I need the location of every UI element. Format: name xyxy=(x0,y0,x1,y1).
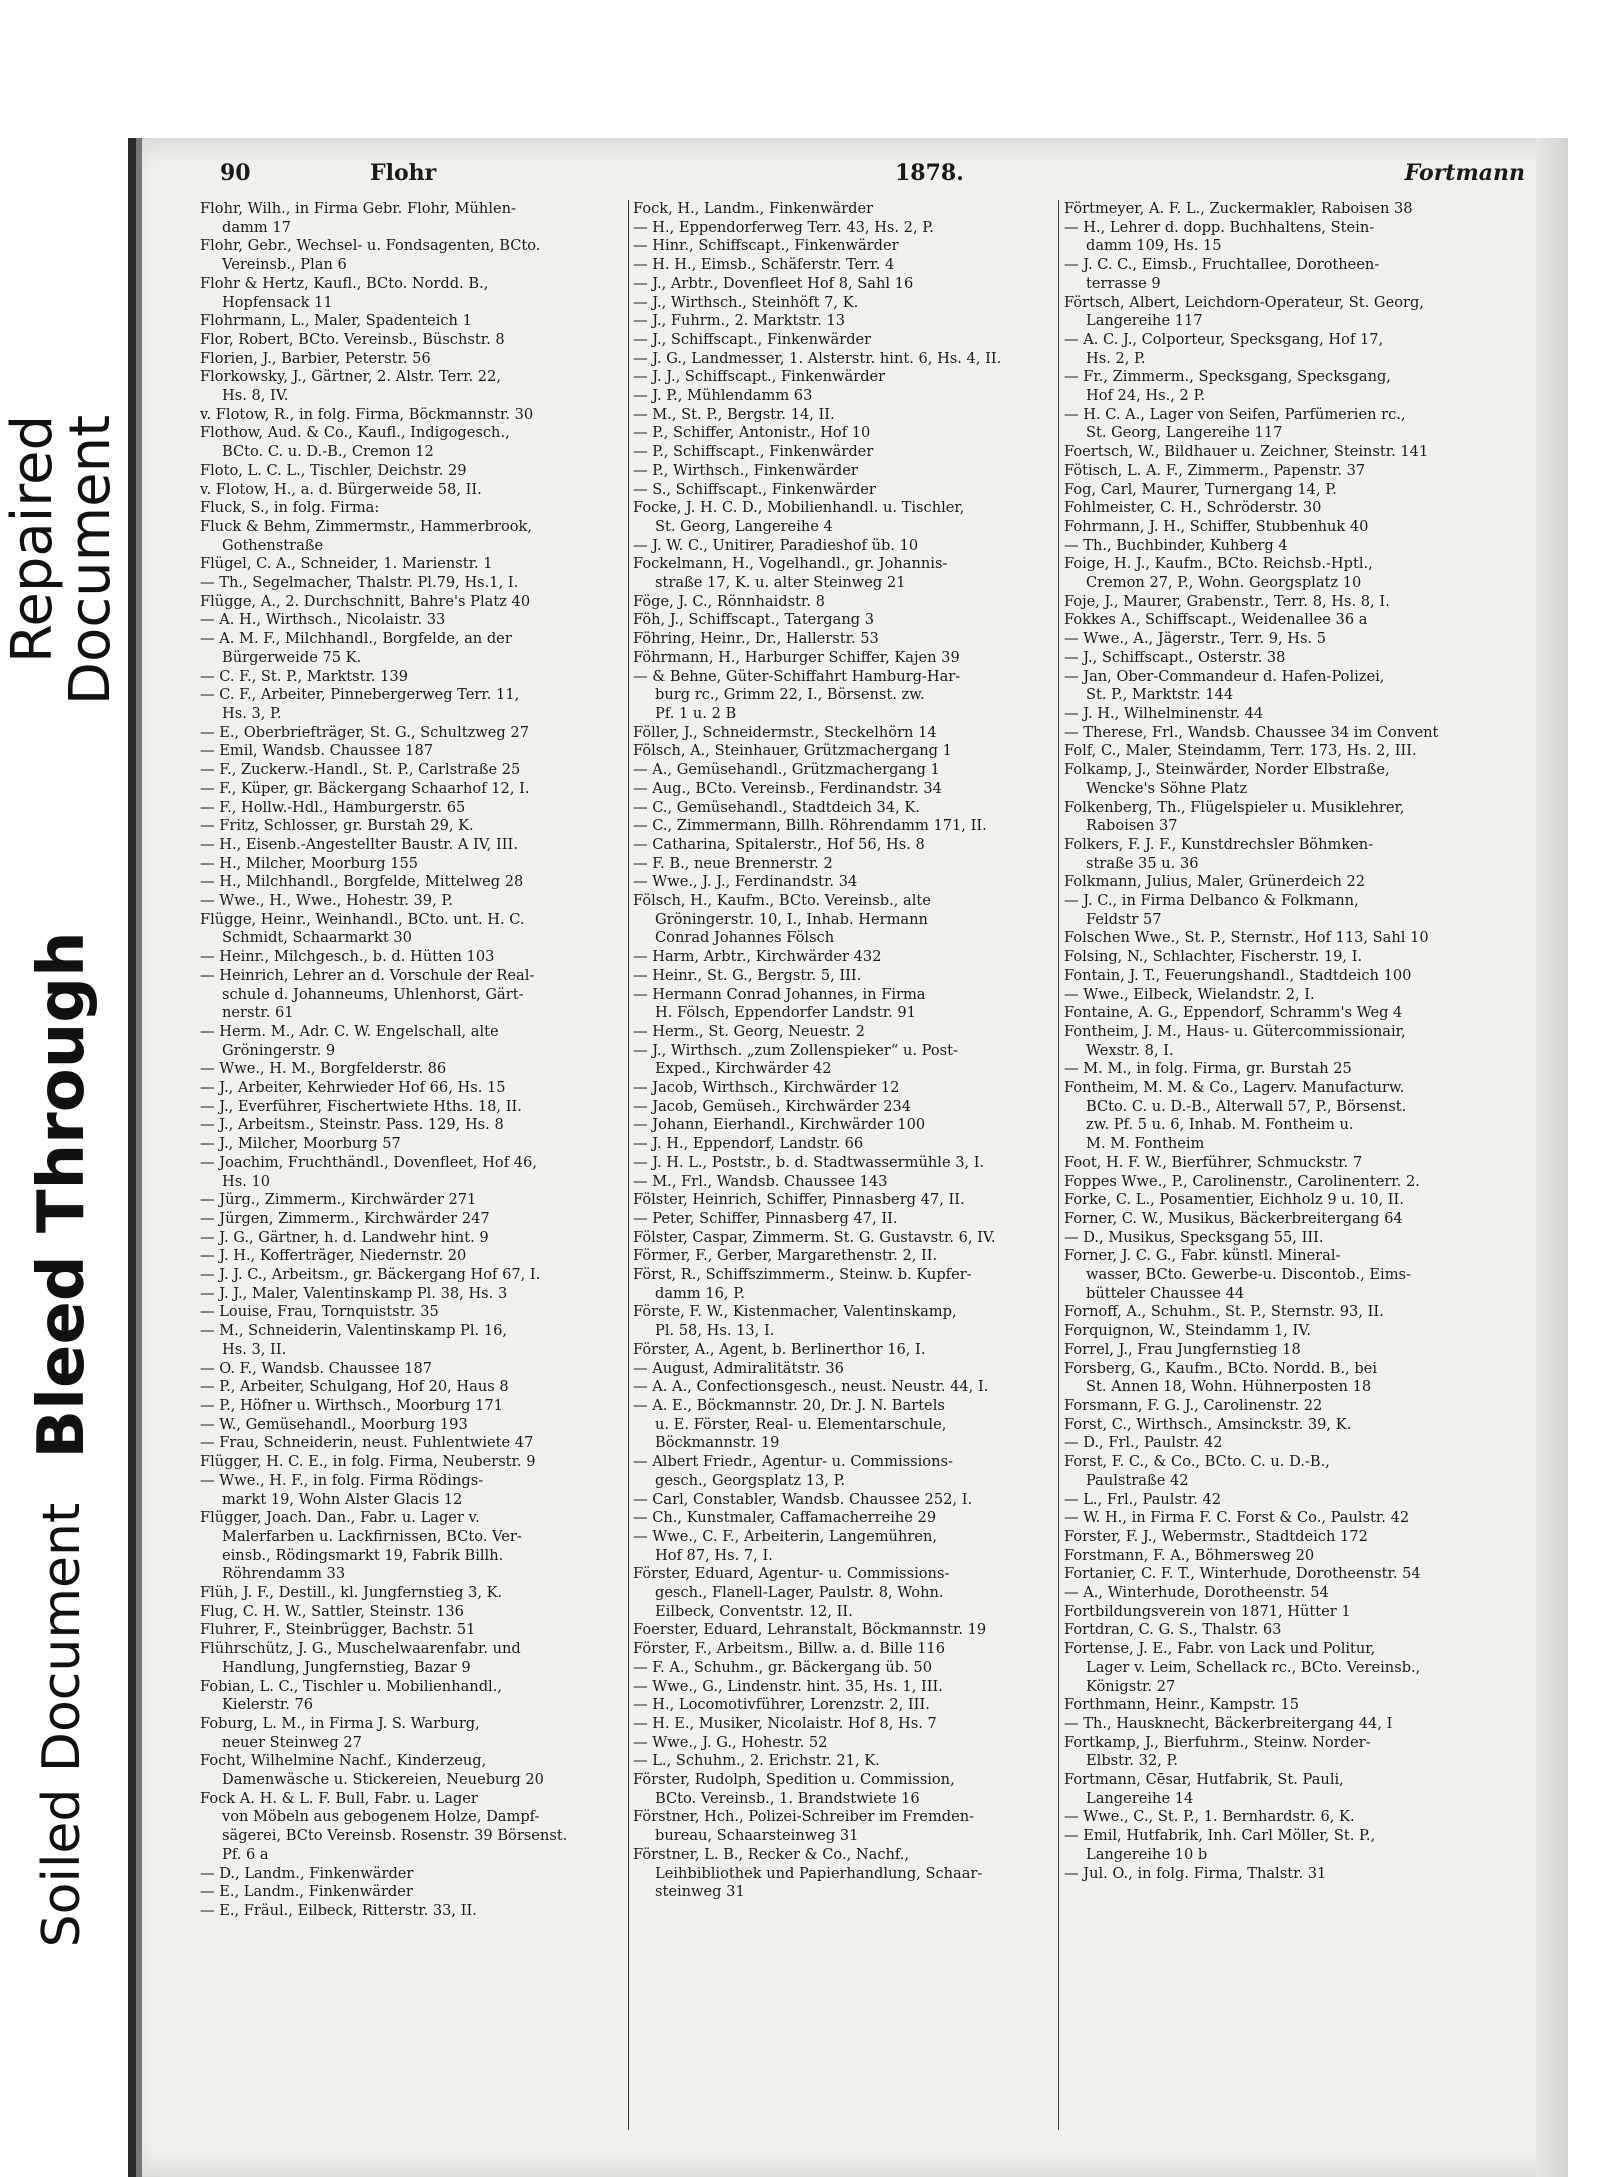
directory-entry-line: — J. G., Gärtner, h. d. Landwehr hint. 9 xyxy=(200,1228,489,1246)
directory-entry-line: — Wwe., J. J., Ferdinandstr. 34 xyxy=(633,873,858,891)
directory-entry-line: — Wwe., H., Wwe., Hohestr. 39, P. xyxy=(200,892,453,910)
directory-entry-line: — J. H. L., Poststr., b. d. Stadtwassermühle 3, I. xyxy=(633,1153,985,1171)
directory-entry-line: — H., Milcher, Moorburg 155 xyxy=(200,854,419,872)
directory-entry-line: — J. C., in Firma Delbanco & Folkmann, xyxy=(1064,892,1359,910)
directory-entry-line: zw. Pf. 5 u. 6, Inhab. M. Fontheim u. xyxy=(1086,1116,1354,1134)
directory-entry-line: — P., Wirthsch., Finkenwärder xyxy=(633,461,858,479)
directory-entry-line: — C. F., St. P., Marktstr. 139 xyxy=(200,667,409,685)
directory-entry-line: Bürgerweide 75 K. xyxy=(222,648,362,666)
directory-entry-line: Förtsch, Albert, Leichdorn-Operateur, St. Georg, xyxy=(1064,293,1424,311)
directory-entry-line: BCto. C. u. D.-B., Cremon 12 xyxy=(222,443,434,461)
directory-entry-line: damm 109, Hs. 15 xyxy=(1086,237,1222,255)
directory-entry-line: — M., Schneiderin, Valentinskamp Pl. 16, xyxy=(200,1322,508,1340)
directory-entry-line: — Frau, Schneiderin, neust. Fuhlentwiete 47 xyxy=(200,1434,534,1452)
directory-entry-line: — Carl, Constabler, Wandsb. Chaussee 252, I. xyxy=(633,1490,973,1508)
scanned-page xyxy=(128,138,1568,2177)
directory-entry-line: — E., Landm., Finkenwärder xyxy=(200,1883,413,1901)
directory-entry-line: — Hermann Conrad Johannes, in Firma xyxy=(633,985,926,1003)
directory-entry-line: Röhrendamm 33 xyxy=(222,1565,346,1583)
directory-entry-line: Föh, J., Schiffscapt., Tatergang 3 xyxy=(633,611,875,629)
directory-entry-line: Förster, F., Arbeitsm., Billw. a. d. Bille 116 xyxy=(633,1640,945,1658)
directory-entry-line: — H., Eppendorferweg Terr. 43, Hs. 2, P. xyxy=(633,218,934,236)
directory-entry-line: — Hinr., Schiffscapt., Finkenwärder xyxy=(633,237,899,255)
directory-entry-line: Fohrmann, J. H., Schiffer, Stubbenhuk 40 xyxy=(1064,517,1369,535)
directory-entry-line: Floto, L. C. L., Tischler, Deichstr. 29 xyxy=(200,461,467,479)
directory-entry-line: — Fritz, Schlosser, gr. Burstah 29, K. xyxy=(200,817,474,835)
directory-entry-line: v. Flotow, R., in folg. Firma, Böckmannstr. 30 xyxy=(200,405,534,423)
directory-entry-line: — A. A., Confectionsgesch., neust. Neustr. 44, I. xyxy=(633,1378,989,1396)
directory-entry-line: BCto. C. u. D.-B., Alterwall 57, P., Börsenst. xyxy=(1086,1097,1407,1115)
directory-entry-line: Pl. 58, Hs. 13, I. xyxy=(655,1322,775,1340)
directory-entry-line: — Jacob, Wirthsch., Kirchwärder 12 xyxy=(633,1079,900,1097)
directory-entry-line: St. P., Marktstr. 144 xyxy=(1086,686,1234,704)
directory-entry-line: — W., Gemüsehandl., Moorburg 193 xyxy=(200,1415,468,1433)
directory-entry-line: Fock A. H. & L. F. Bull, Fabr. u. Lager xyxy=(200,1789,478,1807)
directory-entry-line: Paulstraße 42 xyxy=(1086,1471,1189,1489)
directory-entry-line: Förtmeyer, A. F. L., Zuckermakler, Raboisen 38 xyxy=(1064,200,1413,217)
directory-entry-line: Gröningerstr. 9 xyxy=(222,1041,336,1059)
directory-entry-line: M. M. Fontheim xyxy=(1086,1135,1205,1153)
directory-entry-line: Förste, F. W., Kistenmacher, Valentinskamp, xyxy=(633,1303,957,1321)
directory-entry-line: neuer Steinweg 27 xyxy=(222,1733,362,1751)
directory-entry-line: Schmidt, Schaarmarkt 30 xyxy=(222,929,412,947)
directory-entry-line: — Wwe., J. G., Hohestr. 52 xyxy=(633,1733,828,1751)
directory-entry-line: — Johann, Eierhandl., Kirchwärder 100 xyxy=(633,1116,926,1134)
directory-entry-line: — M. M., in folg. Firma, gr. Burstah 25 xyxy=(1064,1060,1352,1078)
directory-entry-line: — J. H., Kofferträger, Niedernstr. 20 xyxy=(200,1247,467,1265)
directory-entry-line: — L., Frl., Paulstr. 42 xyxy=(1064,1490,1222,1508)
directory-entry-line: Fortmann, Cēsar, Hutfabrik, St. Pauli, xyxy=(1064,1771,1344,1789)
directory-entry-line: — P., Schiffer, Antonistr., Hof 10 xyxy=(633,424,871,442)
directory-entry-line: — August, Admiralitätstr. 36 xyxy=(633,1359,844,1377)
directory-entry-line: — M., St. P., Bergstr. 14, II. xyxy=(633,405,835,423)
directory-entry-line: schule d. Johanneums, Uhlenhorst, Gärt- xyxy=(222,985,524,1003)
page-number: 90 xyxy=(220,160,251,186)
directory-entry-line: Fontheim, J. M., Haus- u. Gütercommissionair, xyxy=(1064,1022,1406,1040)
directory-entry-line: Förster, A., Agent, b. Berlinerthor 16, I. xyxy=(633,1340,926,1358)
directory-entry-line: Folf, C., Maler, Steindamm, Terr. 173, Hs. 2, III. xyxy=(1064,742,1417,760)
directory-entry-line: Fokkes A., Schiffscapt., Weidenallee 36 a xyxy=(1064,611,1368,629)
directory-entry-line: Foerster, Eduard, Lehranstalt, Böckmannstr. 19 xyxy=(633,1621,987,1639)
directory-entry-line: Fock, H., Landm., Finkenwärder xyxy=(633,200,874,217)
directory-entry-line: Fortense, J. E., Fabr. von Lack und Politur, xyxy=(1064,1640,1376,1658)
directory-entry-line: Flügge, A., 2. Durchschnitt, Bahre's Platz 40 xyxy=(200,592,531,610)
directory-entry-line: Kielerstr. 76 xyxy=(222,1696,314,1714)
directory-entry-line: — Jürgen, Zimmerm., Kirchwärder 247 xyxy=(200,1209,490,1227)
directory-entry-line: — Wwe., A., Jägerstr., Terr. 9, Hs. 5 xyxy=(1064,630,1327,648)
directory-entry-line: — H., Milchhandl., Borgfelde, Mittelweg 28 xyxy=(200,873,524,891)
directory-entry-line: Fötisch, L. A. F., Zimmerm., Papenstr. 37 xyxy=(1064,461,1366,479)
directory-entry-line: — D., Landm., Finkenwärder xyxy=(200,1864,414,1882)
directory-entry-line: Flohr, Gebr., Wechsel- u. Fondsagenten, BCto. xyxy=(200,237,541,255)
directory-entry-line: — Albert Friedr., Agentur- u. Commissions- xyxy=(633,1453,953,1471)
label-repaired-document: Repaired Document xyxy=(0,414,123,706)
directory-entry-line: — Therese, Frl., Wandsb. Chaussee 34 im Convent xyxy=(1064,723,1439,741)
directory-entry-line: Fortanier, C. F. T., Winterhude, Dorotheenstr. 54 xyxy=(1064,1565,1421,1583)
directory-entry-line: — H., Eisenb.-Angestellter Baustr. A IV, III. xyxy=(200,835,518,853)
directory-entry-line: Fluck, S., in folg. Firma: xyxy=(200,499,380,517)
directory-entry-line: — J. C. C., Eimsb., Fruchtallee, Dorotheen- xyxy=(1064,256,1380,274)
page-edge xyxy=(1536,138,1568,2177)
directory-entry-line: bureau, Schaarsteinweg 31 xyxy=(655,1827,859,1845)
directory-entry-line: — J. H., Wilhelminenstr. 44 xyxy=(1064,704,1264,722)
directory-entry-line: H. Fölsch, Eppendorfer Landstr. 91 xyxy=(655,1004,916,1022)
directory-entry-line: Böckmannstr. 19 xyxy=(655,1434,780,1452)
directory-entry-line: Först, R., Schiffszimmerm., Steinw. b. Kupfer- xyxy=(633,1266,972,1284)
directory-entry-line: Hs. 10 xyxy=(222,1172,271,1190)
annotation-margin xyxy=(0,0,125,2177)
directory-entry-line: Fornoff, A., Schuhm., St. P., Sternstr. 93, II. xyxy=(1064,1303,1384,1321)
directory-entry-line: — Th., Hausknecht, Bäckerbreitergang 44, I xyxy=(1064,1714,1393,1732)
directory-entry-line: Forner, C. W., Musikus, Bäckerbreitergang 64 xyxy=(1064,1209,1403,1227)
directory-entry-line: — Wwe., H. F., in folg. Firma Rödings- xyxy=(200,1471,484,1489)
directory-entry-line: Exped., Kirchwärder 42 xyxy=(655,1060,832,1078)
directory-entry-line: Forthmann, Heinr., Kampstr. 15 xyxy=(1064,1696,1300,1714)
directory-entry-line: St. Annen 18, Wohn. Hühnerposten 18 xyxy=(1086,1378,1372,1396)
directory-entry-line: — Herm., St. Georg, Neuestr. 2 xyxy=(633,1022,865,1040)
directory-entry-line: Flügger, H. C. E., in folg. Firma, Neuberstr. 9 xyxy=(200,1453,536,1471)
directory-entry-line: — Herm. M., Adr. C. W. Engelschall, alte xyxy=(200,1022,499,1040)
directory-entry-line: Fontaine, A. G., Eppendorf, Schramm's Weg 4 xyxy=(1064,1004,1403,1022)
directory-entry-line: Foburg, L. M., in Firma J. S. Warburg, xyxy=(200,1714,480,1732)
directory-entry-line: Forst, C., Wirthsch., Amsinckstr. 39, K. xyxy=(1064,1415,1352,1433)
directory-entry-line: — P., Arbeiter, Schulgang, Hof 20, Haus 8 xyxy=(200,1378,509,1396)
directory-entry-line: — F. A., Schuhm., gr. Bäckergang üb. 50 xyxy=(633,1658,932,1676)
directory-entry-line: Forrel, J., Frau Jungfernstieg 18 xyxy=(1064,1340,1301,1358)
directory-entry-line: Flohrmann, L., Maler, Spadenteich 1 xyxy=(200,312,472,330)
directory-entry-line: Fohlmeister, C. H., Schröderstr. 30 xyxy=(1064,499,1322,517)
directory-entry-line: Fontheim, M. M. & Co., Lagerv. Manufacturw. xyxy=(1064,1079,1405,1097)
directory-entry-line: — C., Zimmermann, Billh. Röhrendamm 171, II. xyxy=(633,817,987,835)
directory-entry-line: von Möbeln aus gebogenem Holze, Dampf- xyxy=(222,1808,540,1826)
directory-entry-line: Förstner, L. B., Recker & Co., Nachf., xyxy=(633,1845,910,1863)
directory-entry-line: — Peter, Schiffer, Pinnasberg 47, II. xyxy=(633,1209,898,1227)
directory-entry-line: — Aug., BCto. Vereinsb., Ferdinandstr. 34 xyxy=(633,779,942,797)
directory-entry-line: bütteler Chaussee 44 xyxy=(1086,1284,1245,1302)
directory-entry-line: — A. H., Wirthsch., Nicolaistr. 33 xyxy=(200,611,446,629)
directory-entry-line: Hs. 2, P. xyxy=(1086,349,1146,367)
directory-entry-line: einsb., Rödingsmarkt 19, Fabrik Billh. xyxy=(222,1546,504,1564)
directory-entry-line: — Wwe., Eilbeck, Wielandstr. 2, I. xyxy=(1064,985,1315,1003)
directory-entry-line: Damenwäsche u. Stickereien, Neueburg 20 xyxy=(222,1771,544,1789)
directory-entry-line: Hs. 3, P. xyxy=(222,704,282,722)
directory-entry-line: — Fr., Zimmerm., Specksgang, Specksgang, xyxy=(1064,368,1391,386)
directory-entry-line: Förstner, Hch., Polizei-Schreiber im Fremden- xyxy=(633,1808,975,1826)
directory-entry-line: Elbstr. 32, P. xyxy=(1086,1752,1179,1770)
directory-entry-line: Fortkamp, J., Bierfuhrm., Steinw. Norder- xyxy=(1064,1733,1371,1751)
directory-entry-line: Focke, J. H. C. D., Mobilienhandl. u. Tischler, xyxy=(633,499,965,517)
directory-entry-line: Fortbildungsverein von 1871, Hütter 1 xyxy=(1064,1602,1351,1620)
directory-entry-line: Foje, J., Maurer, Grabenstr., Terr. 8, Hs. 8, I. xyxy=(1064,592,1390,610)
directory-entry-line: Fog, Carl, Maurer, Turnergang 14, P. xyxy=(1064,480,1337,498)
directory-entry-line: Flug, C. H. W., Sattler, Steinstr. 136 xyxy=(200,1602,464,1620)
directory-entry-line: — F., Hollw.-Hdl., Hamburgerstr. 65 xyxy=(200,798,466,816)
directory-entry-line: — H. C. A., Lager von Seifen, Parfümerien rc., xyxy=(1064,405,1406,423)
directory-entry-line: Fölsch, H., Kaufm., BCto. Vereinsb., alte xyxy=(633,892,931,910)
directory-entry-line: Föhring, Heinr., Dr., Hallerstr. 53 xyxy=(633,630,879,648)
directory-entry-line: Fortdran, C. G. S., Thalstr. 63 xyxy=(1064,1621,1282,1639)
directory-entry-line: Föhrmann, H., Harburger Schiffer, Kajen 39 xyxy=(633,648,960,666)
directory-entry-line: Foppes Wwe., P., Carolinenstr., Carolinenterr. 2. xyxy=(1064,1172,1420,1190)
directory-entry-line: — A., Gemüsehandl., Grützmachergang 1 xyxy=(633,761,940,779)
directory-entry-line: Hs. 3, II. xyxy=(222,1340,287,1358)
directory-entry-line: — Catharina, Spitalerstr., Hof 56, Hs. 8 xyxy=(633,835,925,853)
directory-entry-line: Focht, Wilhelmine Nachf., Kinderzeug, xyxy=(200,1752,487,1770)
directory-entry-line: — F., Küper, gr. Bäckergang Schaarhof 12, I. xyxy=(200,779,530,797)
directory-entry-line: — E., Oberbriefträger, St. G., Schultzweg 27 xyxy=(200,723,529,741)
directory-entry-line: Föge, J. C., Rönnhaidstr. 8 xyxy=(633,592,825,610)
directory-entry-line: Cremon 27, P., Wohn. Georgsplatz 10 xyxy=(1086,574,1362,592)
directory-entry-line: — Wwe., C., St. P., 1. Bernhardstr. 6, K. xyxy=(1064,1808,1355,1826)
directory-entry-line: Flor, Robert, BCto. Vereinsb., Büschstr. 8 xyxy=(200,330,505,348)
directory-entry-line: — Jacob, Gemüseh., Kirchwärder 234 xyxy=(633,1097,912,1115)
directory-entry-line: damm 16, P. xyxy=(655,1284,745,1302)
directory-entry-line: — J., Schiffscapt., Osterstr. 38 xyxy=(1064,648,1286,666)
directory-entry-line: Pf. 6 a xyxy=(222,1845,269,1863)
directory-entry-line: — L., Schuhm., 2. Erichstr. 21, K. xyxy=(633,1752,880,1770)
directory-entry-line: — J. P., Mühlendamm 63 xyxy=(633,387,813,405)
directory-entry-line: Folkenberg, Th., Flügelspieler u. Musiklehrer, xyxy=(1064,798,1405,816)
directory-entry-line: — Jürg., Zimmerm., Kirchwärder 271 xyxy=(200,1191,477,1209)
directory-entry-line: Förmer, F., Gerber, Margarethenstr. 2, II. xyxy=(633,1247,938,1265)
directory-entry-line: Conrad Johannes Fölsch xyxy=(655,929,835,947)
label-bleed-through: Bleed Through xyxy=(25,931,99,1459)
year-heading: 1878. xyxy=(895,160,964,186)
directory-entry-line: v. Flotow, H., a. d. Bürgerweide 58, II. xyxy=(200,480,482,498)
directory-entry-line: — H. H., Eimsb., Schäferstr. Terr. 4 xyxy=(633,256,895,274)
directory-entry-line: — Th., Buchbinder, Kuhberg 4 xyxy=(1064,536,1288,554)
directory-entry-line: Forsberg, G., Kaufm., BCto. Nordd. B., bei xyxy=(1064,1359,1377,1377)
directory-entry-line: gesch., Flanell-Lager, Paulstr. 8, Wohn. xyxy=(655,1584,944,1602)
directory-entry-line: — Joachim, Fruchthändl., Dovenfleet, Hof 46, xyxy=(200,1153,537,1171)
directory-column-1 xyxy=(200,200,630,1921)
directory-entry-line: — W. H., in Firma F. C. Forst & Co., Paulstr. 42 xyxy=(1064,1509,1410,1527)
directory-column-3 xyxy=(1064,200,1504,1883)
directory-entry-line: straße 35 u. 36 xyxy=(1086,854,1199,872)
directory-entry-line: Forst, F. C., & Co., BCto. C. u. D.-B., xyxy=(1064,1453,1330,1471)
directory-entry-line: Flothow, Aud. & Co., Kaufl., Indigogesch., xyxy=(200,424,510,442)
directory-entry-line: — J. J. C., Arbeitsm., gr. Bäckergang Hof 67, I. xyxy=(200,1266,541,1284)
directory-entry-line: — Wwe., G., Lindenstr. hint. 35, Hs. 1, III. xyxy=(633,1677,943,1695)
directory-entry-line: — A. M. F., Milchhandl., Borgfelde, an der xyxy=(200,630,512,648)
directory-entry-line: Königstr. 27 xyxy=(1086,1677,1176,1695)
directory-entry-line: — A. C. J., Colporteur, Specksgang, Hof 17, xyxy=(1064,330,1384,348)
directory-column-2 xyxy=(633,200,1063,1902)
directory-entry-line: gesch., Georgsplatz 13, P. xyxy=(655,1471,846,1489)
directory-entry-line: Lager v. Leim, Schellack rc., BCto. Vereinsb., xyxy=(1086,1658,1421,1676)
directory-entry-line: straße 17, K. u. alter Steinweg 21 xyxy=(655,574,906,592)
directory-entry-line: Hof 87, Hs. 7, I. xyxy=(655,1546,773,1564)
directory-entry-line: Foertsch, W., Bildhauer u. Zeichner, Steinstr. 141 xyxy=(1064,443,1429,461)
directory-entry-line: Pf. 1 u. 2 B xyxy=(655,704,737,722)
directory-entry-line: Leihbibliothek und Papierhandlung, Schaar- xyxy=(655,1864,983,1882)
directory-entry-line: — S., Schiffscapt., Finkenwärder xyxy=(633,480,876,498)
directory-entry-line: Folkmann, Julius, Maler, Grünerdeich 22 xyxy=(1064,873,1366,891)
directory-entry-line: Flührschütz, J. G., Muschelwaarenfabr. und xyxy=(200,1640,521,1658)
directory-entry-line: St. Georg, Langereihe 4 xyxy=(655,517,833,535)
directory-entry-line: Handlung, Jungfernstieg, Bazar 9 xyxy=(222,1658,471,1676)
directory-entry-line: — J. J., Schiffscapt., Finkenwärder xyxy=(633,368,886,386)
left-guide-word: Flohr xyxy=(370,160,437,186)
directory-entry-line: — Emil, Hutfabrik, Inh. Carl Möller, St. P., xyxy=(1064,1827,1376,1845)
directory-entry-line: BCto. Vereinsb., 1. Brandstwiete 16 xyxy=(655,1789,920,1807)
directory-entry-line: damm 17 xyxy=(222,218,291,236)
directory-entry-line: Raboisen 37 xyxy=(1086,817,1178,835)
directory-entry-line: — J. H., Eppendorf, Landstr. 66 xyxy=(633,1135,864,1153)
directory-entry-line: Forster, F. J., Webermstr., Stadtdeich 172 xyxy=(1064,1527,1368,1545)
directory-entry-line: — F., Zuckerw.-Handl., St. P., Carlstraße 25 xyxy=(200,761,521,779)
directory-entry-line: Hof 24, Hs., 2 P. xyxy=(1086,387,1205,405)
directory-entry-line: — E., Fräul., Eilbeck, Ritterstr. 33, II. xyxy=(200,1901,477,1919)
directory-entry-line: Folschen Wwe., St. P., Sternstr., Hof 113, Sahl 10 xyxy=(1064,929,1429,947)
page-header xyxy=(220,160,1550,200)
directory-entry-line: Wexstr. 8, I. xyxy=(1086,1041,1174,1059)
directory-entry-line: Folkamp, J., Steinwärder, Norder Elbstraße, xyxy=(1064,761,1390,779)
directory-entry-line: Wencke's Söhne Platz xyxy=(1086,779,1248,797)
directory-entry-line: — J., Schiffscapt., Finkenwärder xyxy=(633,330,872,348)
directory-entry-line: Foige, H. J., Kaufm., BCto. Reichsb.-Hptl., xyxy=(1064,555,1373,573)
directory-entry-line: Foot, H. F. W., Bierführer, Schmuckstr. 7 xyxy=(1064,1153,1363,1171)
directory-entry-line: — J., Everführer, Fischertwiete Hths. 18, II. xyxy=(200,1097,522,1115)
directory-entry-line: — A., Winterhude, Dorotheenstr. 54 xyxy=(1064,1584,1329,1602)
directory-entry-line: — Jan, Ober-Commandeur d. Hafen-Polizei, xyxy=(1064,667,1385,685)
directory-entry-line: Forquignon, W., Steindamm 1, IV. xyxy=(1064,1322,1311,1340)
directory-entry-line: Hs. 8, IV. xyxy=(222,387,289,405)
directory-entry-line: — J., Wirthsch. „zum Zollenspieker“ u. Post- xyxy=(633,1041,958,1059)
directory-entry-line: markt 19, Wohn Alster Glacis 12 xyxy=(222,1490,463,1508)
directory-entry-line: — Harm, Arbtr., Kirchwärder 432 xyxy=(633,948,882,966)
directory-entry-line: — Wwe., C. F., Arbeiterin, Langemühren, xyxy=(633,1527,938,1545)
directory-entry-line: — H., Locomotivführer, Lorenzstr. 2, III. xyxy=(633,1696,930,1714)
directory-entry-line: Langereihe 14 xyxy=(1086,1789,1194,1807)
directory-entry-line: wasser, BCto. Gewerbe-u. Discontob., Eims- xyxy=(1086,1266,1411,1284)
directory-entry-line: Flüh, J. F., Destill., kl. Jungfernstieg 3, K. xyxy=(200,1584,503,1602)
directory-entry-line: Langereihe 117 xyxy=(1086,312,1203,330)
directory-entry-line: — J., Wirthsch., Steinhöft 7, K. xyxy=(633,293,859,311)
directory-entry-line: Folsing, N., Schlachter, Fischerstr. 19, I. xyxy=(1064,948,1363,966)
directory-entry-line: — Th., Segelmacher, Thalstr. Pl.79, Hs.1, I. xyxy=(200,574,519,592)
directory-entry-line: — Heinr., St. G., Bergstr. 5, III. xyxy=(633,966,862,984)
directory-entry-line: — M., Frl., Wandsb. Chaussee 143 xyxy=(633,1172,888,1190)
directory-entry-line: Flügel, C. A., Schneider, 1. Marienstr. 1 xyxy=(200,555,493,573)
directory-entry-line: — O. F., Wandsb. Chaussee 187 xyxy=(200,1359,433,1377)
directory-entry-line: — P., Höfner u. Wirthsch., Moorburg 171 xyxy=(200,1397,503,1414)
directory-entry-line: — Heinrich, Lehrer an d. Vorschule der Real- xyxy=(200,966,535,984)
directory-entry-line: — Emil, Wandsb. Chaussee 187 xyxy=(200,742,434,760)
directory-entry-line: Forke, C. L., Posamentier, Eichholz 9 u. 10, II. xyxy=(1064,1191,1404,1209)
directory-entry-line: Föller, J., Schneidermstr., Steckelhörn 14 xyxy=(633,723,937,741)
directory-entry-line: Florien, J., Barbier, Peterstr. 56 xyxy=(200,349,431,367)
directory-entry-line: — & Behne, Güter-Schiffahrt Hamburg-Har- xyxy=(633,667,961,685)
directory-entry-line: Forsmann, F. G. J., Carolinenstr. 22 xyxy=(1064,1397,1323,1414)
directory-entry-line: — J., Fuhrm., 2. Marktstr. 13 xyxy=(633,312,845,330)
directory-entry-line: Fölster, Heinrich, Schiffer, Pinnasberg 47, II. xyxy=(633,1191,965,1209)
directory-entry-line: — J. G., Landmesser, 1. Alsterstr. hint. 6, Hs. 4, II. xyxy=(633,349,1002,367)
directory-entry-line: Forstmann, F. A., Böhmersweg 20 xyxy=(1064,1546,1315,1564)
directory-entry-line: — Louise, Frau, Tornquiststr. 35 xyxy=(200,1303,439,1321)
directory-entry-line: — Jul. O., in folg. Firma, Thalstr. 31 xyxy=(1064,1864,1327,1882)
directory-entry-line: — D., Frl., Paulstr. 42 xyxy=(1064,1434,1223,1452)
directory-entry-line: — F. B., neue Brennerstr. 2 xyxy=(633,854,833,872)
directory-entry-line: u. E. Förster, Real- u. Elementarschule, xyxy=(655,1415,947,1433)
right-guide-word: Fortmann xyxy=(1404,160,1525,186)
directory-entry-line: — J., Milcher, Moorburg 57 xyxy=(200,1135,401,1153)
directory-entry-line: Fluck & Behm, Zimmermstr., Hammerbrook, xyxy=(200,517,533,535)
directory-entry-line: — A. E., Böckmannstr. 20, Dr. J. N. Bartels xyxy=(633,1397,945,1414)
directory-entry-line: Florkowsky, J., Gärtner, 2. Alstr. Terr. 22, xyxy=(200,368,501,386)
directory-entry-line: — Heinr., Milchgesch., b. d. Hütten 103 xyxy=(200,948,495,966)
directory-entry-line: — H. E., Musiker, Nicolaistr. Hof 8, Hs. 7 xyxy=(633,1714,937,1732)
directory-entry-line: Eilbeck, Conventstr. 12, II. xyxy=(655,1602,853,1620)
directory-entry-line: — C. F., Arbeiter, Pinnebergerweg Terr. 11, xyxy=(200,686,520,704)
directory-entry-line: — D., Musikus, Specksgang 55, III. xyxy=(1064,1228,1324,1246)
label-soiled-document: Soiled Document xyxy=(32,1502,92,1948)
directory-entry-line: — H., Lehrer d. dopp. Buchhaltens, Stein- xyxy=(1064,218,1375,236)
directory-entry-line: Forner, J. C. G., Fabr. künstl. Mineral- xyxy=(1064,1247,1341,1265)
directory-entry-line: burg rc., Grimm 22, I., Börsenst. zw. xyxy=(655,686,925,704)
directory-entry-line: Hopfensack 11 xyxy=(222,293,333,311)
directory-entry-line: Fobian, L. C., Tischler u. Mobilienhandl., xyxy=(200,1677,502,1695)
directory-entry-line: Förster, Rudolph, Spedition u. Commission, xyxy=(633,1771,955,1789)
directory-entry-line: Flohr & Hertz, Kaufl., BCto. Nordd. B., xyxy=(200,274,489,292)
directory-entry-line: Förster, Eduard, Agentur- u. Commissions- xyxy=(633,1565,950,1583)
directory-entry-line: Fölsch, A., Steinhauer, Grützmachergang 1 xyxy=(633,742,952,760)
directory-entry-line: — P., Schiffscapt., Finkenwärder xyxy=(633,443,874,461)
directory-entry-line: Feldstr 57 xyxy=(1086,910,1162,928)
directory-entry-line: sägerei, BCto Vereinsb. Rosenstr. 39 Börsenst. xyxy=(222,1827,568,1845)
directory-entry-line: Gröningerstr. 10, I., Inhab. Hermann xyxy=(655,910,928,928)
directory-entry-line: — J. J., Maler, Valentinskamp Pl. 38, Hs. 3 xyxy=(200,1284,508,1302)
directory-entry-line: — J. W. C., Unitirer, Paradieshof üb. 10 xyxy=(633,536,919,554)
directory-entry-line: Fontain, J. T., Feuerungshandl., Stadtdeich 100 xyxy=(1064,966,1412,984)
directory-entry-line: Langereihe 10 b xyxy=(1086,1845,1208,1863)
directory-entry-line: nerstr. 61 xyxy=(222,1004,294,1022)
directory-entry-line: — J., Arbeiter, Kehrwieder Hof 66, Hs. 15 xyxy=(200,1079,506,1097)
directory-entry-line: — Wwe., H. M., Borgfelderstr. 86 xyxy=(200,1060,447,1078)
directory-entry-line: Fockelmann, H., Vogelhandl., gr. Johannis- xyxy=(633,555,948,573)
directory-entry-line: Vereinsb., Plan 6 xyxy=(222,256,347,274)
directory-entry-line: Malerfarben u. Lackfirnissen, BCto. Ver- xyxy=(222,1527,522,1545)
directory-entry-line: Flügge, Heinr., Weinhandl., BCto. unt. H. C. xyxy=(200,910,525,928)
directory-entry-line: — C., Gemüsehandl., Stadtdeich 34, K. xyxy=(633,798,920,816)
directory-entry-line: terrasse 9 xyxy=(1086,274,1161,292)
directory-entry-line: — Ch., Kunstmaler, Caffamacherreihe 29 xyxy=(633,1509,937,1527)
directory-entry-line: Folkers, F. J. F., Kunstdrechsler Böhmken- xyxy=(1064,835,1374,853)
directory-entry-line: — J., Arbtr., Dovenfleet Hof 8, Sahl 16 xyxy=(633,274,914,292)
directory-entry-line: Fölster, Caspar, Zimmerm. St. G. Gustavstr. 6, IV. xyxy=(633,1228,996,1246)
directory-entry-line: Flohr, Wilh., in Firma Gebr. Flohr, Mühlen- xyxy=(200,200,516,217)
directory-entry-line: Flügger, Joach. Dan., Fabr. u. Lager v. xyxy=(200,1509,480,1527)
directory-entry-line: St. Georg, Langereihe 117 xyxy=(1086,424,1283,442)
directory-entry-line: Gothenstraße xyxy=(222,536,324,554)
directory-entry-line: steinweg 31 xyxy=(655,1883,745,1901)
directory-entry-line: — J., Arbeitsm., Steinstr. Pass. 129, Hs. 8 xyxy=(200,1116,504,1134)
directory-entry-line: Fluhrer, F., Steinbrügger, Bachstr. 51 xyxy=(200,1621,476,1639)
